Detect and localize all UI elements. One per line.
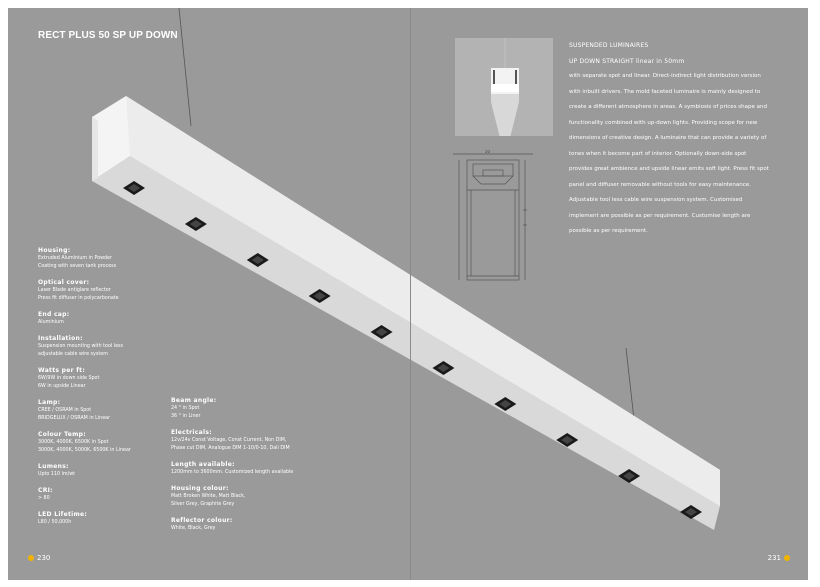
spec-value: 12v/24v Const Voltage, Const Current, Non DIM, Phase cut DIM, Analogue DIM 1-10/0-10, Dali DIM: [171, 438, 290, 451]
spec-value: 1200mm to 3600mm. Customized length available: [171, 470, 294, 475]
spec-heading: Reflector colour:: [171, 517, 233, 524]
spec-value: Upto 110 lm/wt: [38, 472, 76, 477]
spec-value: Aluminium: [38, 320, 64, 325]
spec-value: Suspension mounting with tool less adjustable cable wire system: [38, 344, 124, 357]
spec-item: [38, 334, 188, 359]
spec-heading: CRI:: [38, 487, 53, 494]
product-description: [569, 38, 769, 240]
luminaire-end-cap: [92, 117, 98, 181]
spec-heading: Installation:: [38, 335, 83, 342]
spec-value: > 80: [38, 496, 50, 501]
specs-left-column: [38, 246, 188, 534]
spec-item: [171, 428, 351, 453]
description-heading: SUSPENDED LUMINAIRES: [569, 42, 649, 49]
spec-value: Extruded Aluminium in Powder Coating with seven tank process: [38, 256, 117, 269]
spec-item: [38, 510, 188, 527]
spec-heading: End cap:: [38, 311, 70, 318]
spec-heading: Lumens:: [38, 463, 69, 470]
spec-item: [171, 516, 351, 533]
description-body: with separate spot and linear. Direct-indirect light distribution version with inbuilt drivers. The mold faceted luminaire is mainly designed to create a different atmosphere in areas. A symbiosis of prices shape and functionality combined with up-down lights. Providing scope for new dimensions of creative design. A luminaire that can provide a variety of tones when it become part of interior. Optionally down-side spot provides great ambience and upside linear emits soft light. Press fit spot panel and diffuser removable without tools for easy maintenance. Adjustable tool less cable wire suspension system. Customised implement are possible as per requirement. Customise length are possible as per requirement.: [569, 73, 769, 234]
spec-item: [38, 462, 188, 479]
spec-heading: Housing colour:: [171, 485, 229, 492]
spec-value: L80 / 50,000h: [38, 520, 72, 525]
description-subheading: UP DOWN STRAIGHT linear in 50mm: [569, 57, 685, 65]
page-number-left-text: 230: [37, 554, 51, 562]
spec-item: [171, 396, 351, 421]
page-fold: [410, 8, 411, 580]
spec-item: [171, 484, 351, 509]
product-section-photo: [455, 38, 553, 136]
spec-item: [38, 398, 188, 423]
page-dot-icon: [784, 555, 790, 561]
spec-value: 24 ° in Spot 36 ° in Liner: [171, 406, 201, 419]
spec-item: [38, 246, 188, 271]
spec-value: White, Black, Grey: [171, 526, 216, 531]
page-number-right: [768, 554, 790, 562]
spec-item: [38, 278, 188, 303]
spec-value: CREE / OSRAM in Spot BRIDGELUX / OSRAM in Linear: [38, 408, 111, 421]
spec-heading: Lamp:: [38, 399, 61, 406]
spec-heading: Colour Temp:: [38, 431, 86, 438]
spec-heading: LED Lifetime:: [38, 511, 88, 518]
specs-middle-column: [171, 396, 351, 540]
spec-item: [38, 366, 188, 391]
spec-value: 3000K, 4000K, 6500K in Spot 3000K, 4000K, 5000K, 6500K in Linear: [38, 440, 131, 453]
svg-text:50: 50: [485, 150, 491, 154]
technical-drawing: [453, 150, 533, 290]
product-title: RECT PLUS 50 SP UP DOWN: [38, 30, 178, 41]
catalog-spread: [8, 8, 808, 580]
spec-item: [38, 430, 188, 455]
spec-heading: Watts per ft:: [38, 367, 86, 374]
page-number-right-text: 231: [767, 554, 781, 562]
spec-item: [38, 310, 188, 327]
spec-value: 6W/9W in down side Spot 6W in upside Linear: [38, 376, 100, 389]
spec-heading: Electricals:: [171, 429, 212, 436]
spec-item: [38, 486, 188, 503]
spec-heading: Optical cover:: [38, 279, 90, 286]
spec-heading: Length available:: [171, 461, 235, 468]
spec-heading: Housing:: [38, 247, 71, 254]
spec-value: Matt Broken White, Matt Black, Silver Grey, Graphite Grey: [171, 494, 246, 507]
page-number-left: [28, 554, 50, 562]
spec-heading: Beam angle:: [171, 397, 217, 404]
page-dot-icon: [28, 555, 34, 561]
suspension-cable-left: [179, 8, 191, 126]
spec-item: [171, 460, 351, 477]
spec-value: Laser Blade antiglare reflector Press fit diffuser in polycarbonate: [38, 288, 119, 301]
